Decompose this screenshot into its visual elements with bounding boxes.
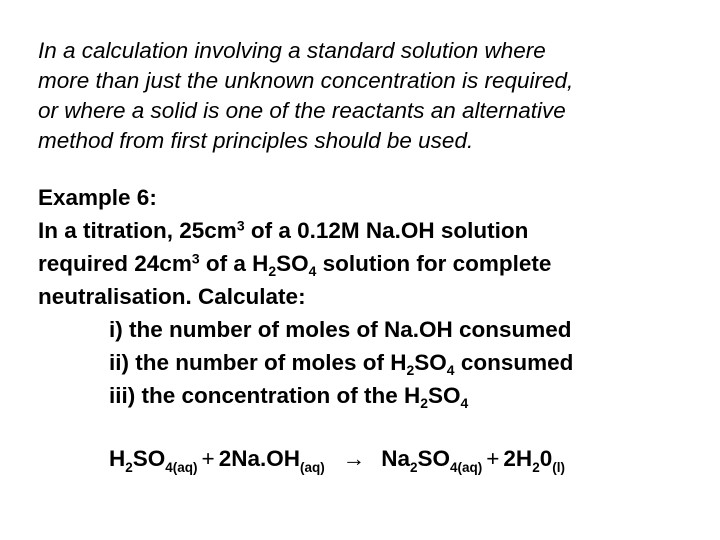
text-segment: Na [381,446,410,471]
text-segment: iii) the concentration of the H [109,383,421,408]
plus-sign: + [201,446,215,471]
chemical-equation [109,444,565,474]
text-segment: SO [417,446,451,471]
text-segment: 2H [503,446,533,471]
text-segment: required 24cm [38,251,192,276]
text-segment: H [109,446,126,471]
text-segment: consumed [454,350,574,375]
text-segment: SO [132,446,166,471]
subscript: (l) [552,460,565,476]
text-segment: SO [428,383,461,408]
subscript: 4 [446,361,455,378]
example-text-line: neutralisation. Calculate: [38,284,306,309]
subscript: 2 [268,262,277,279]
subscript: 4(aq) [450,460,483,476]
example-text-line [38,247,698,280]
plus-sign: + [486,446,500,471]
subscript: 4 [308,262,317,279]
example-heading: Example 6: [38,185,157,210]
subscript: 2 [125,460,133,476]
question-item: i) the number of moles of Na.OH consumed [109,317,572,342]
text-segment: ii) the number of moles of H [109,350,407,375]
subscript: 4 [460,394,469,411]
text-segment: SO [276,251,309,276]
text-segment: of a H [199,251,269,276]
question-item [38,346,698,379]
intro-line: method from first principles should be used. [38,128,474,153]
subscript: 2 [532,460,540,476]
example-text-line [38,214,698,247]
text-segment: SO [414,350,447,375]
superscript: 3 [236,217,245,234]
example-block [38,181,698,412]
subscript: (aq) [299,460,325,476]
subscript: 2 [406,361,415,378]
intro-line: or where a solid is one of the reactants an alternative [38,98,566,123]
subscript: 2 [420,394,429,411]
text-segment: of a 0.12M Na.OH solution [244,218,529,243]
text-segment: 2Na.OH [218,446,300,471]
reaction-arrow-icon: → [342,446,366,471]
intro-line: In a calculation involving a standard solution where [38,38,546,63]
text-segment: solution for complete [316,251,552,276]
subscript: 4(aq) [165,460,198,476]
superscript: 3 [191,250,200,267]
subscript: 2 [409,460,418,476]
text-segment: 0 [539,446,553,471]
product-water [503,446,565,476]
text-segment: In a titration, 25cm [38,218,237,243]
reactant-naoh [218,446,325,476]
intro-paragraph [38,36,698,156]
reactant-h2so4 [109,446,198,476]
product-na2so4 [381,446,483,476]
intro-line: more than just the unknown concentration is required, [38,68,574,93]
question-item [38,379,698,412]
